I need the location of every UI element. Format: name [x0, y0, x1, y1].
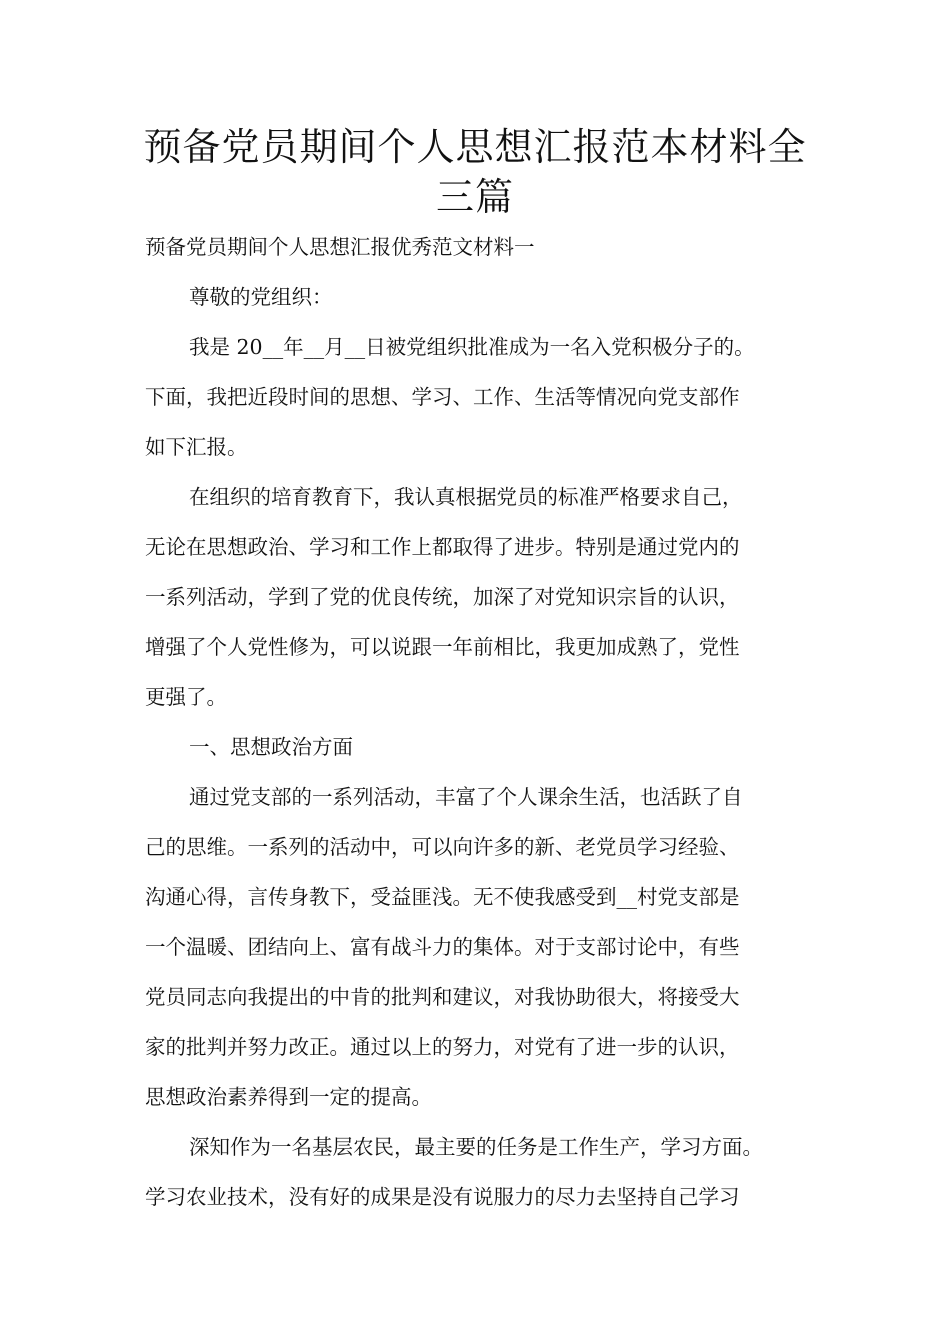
document-body [145, 222, 835, 1222]
title-line-1: 预备党员期间个人思想汇报范本材料全 [143, 125, 807, 169]
text-line: 尊敬的党组织： [189, 285, 333, 309]
text-line: 深知作为一名基层农民，最主要的任务是工作生产，学习方面。 [189, 1135, 763, 1159]
text-line: 更强了。 [145, 685, 227, 709]
text-line: 一系列活动，学到了党的优良传统，加深了对党知识宗旨的认识， [145, 585, 740, 609]
text-line: 己的思维。一系列的活动中，可以向许多的新、老党员学习经验、 [145, 835, 740, 859]
text-line: 思想政治素养得到一定的提高。 [145, 1085, 432, 1109]
text-line: 学习农业技术，没有好的成果是没有说服力的尽力去坚持自己学习 [145, 1185, 740, 1209]
text-line: 下面，我把近段时间的思想、学习、工作、生活等情况向党支部作 [145, 385, 740, 409]
document-title [120, 122, 830, 222]
text-line: 沟通心得，言传身教下，受益匪浅。无不使我感受到__村党支部是 [145, 885, 740, 909]
text-line: 增强了个人党性修为，可以说跟一年前相比，我更加成熟了，党性 [145, 635, 740, 659]
text-line: 一、思想政治方面 [189, 735, 353, 759]
text-line: 无论在思想政治、学习和工作上都取得了进步。特别是通过党内的 [145, 535, 740, 559]
text-line: 一个温暖、团结向上、富有战斗力的集体。对于支部讨论中，有些 [145, 935, 740, 959]
text-line: 如下汇报。 [145, 435, 248, 459]
text-line: 党员同志向我提出的中肯的批判和建议，对我协助很大，将接受大 [145, 985, 740, 1009]
text-line: 预备党员期间个人思想汇报优秀范文材料一 [145, 235, 535, 259]
text-line: 我是 20__年__月__日被党组织批准成为一名入党积极分子的。 [189, 335, 755, 359]
text-line: 通过党支部的一系列活动，丰富了个人课余生活，也活跃了自 [189, 785, 743, 809]
text-line: 家的批判并努力改正。通过以上的努力，对党有了进一步的认识， [145, 1035, 740, 1059]
title-line-2: 三篇 [435, 175, 514, 219]
text-line: 在组织的培育教育下，我认真根据党员的标准严格要求自己， [189, 485, 743, 509]
